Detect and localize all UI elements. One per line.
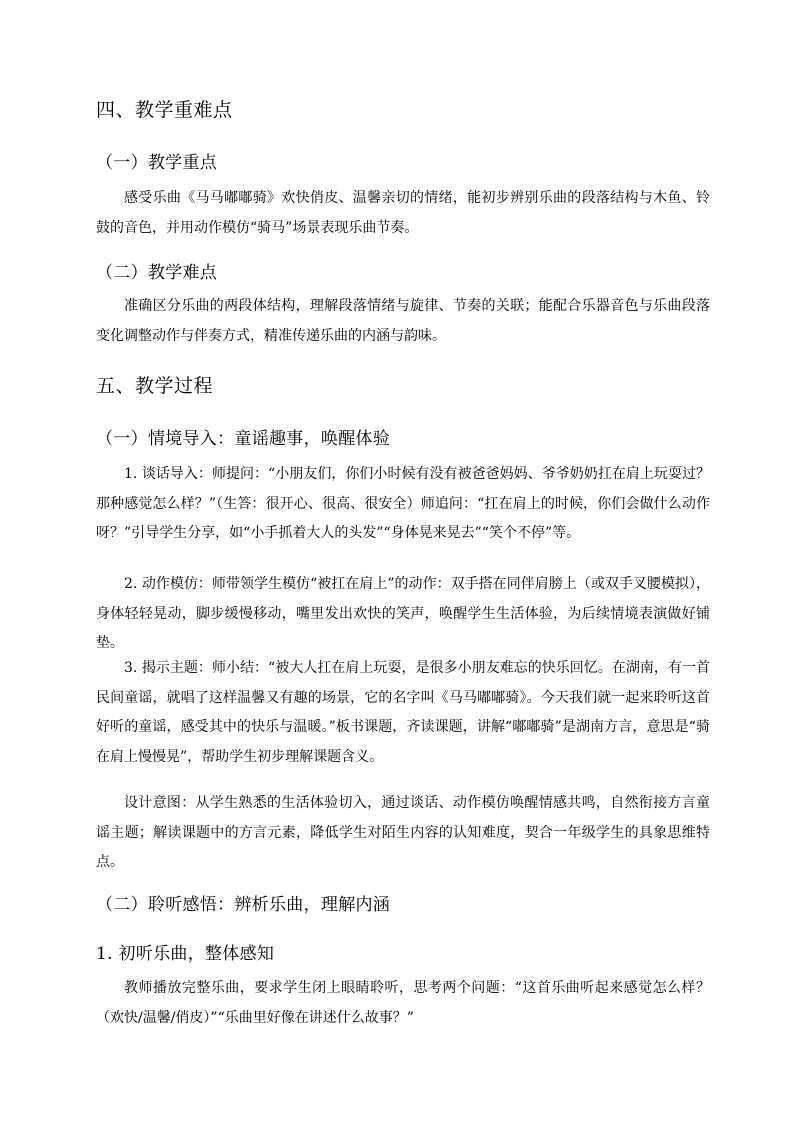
process-item-3: 3. 揭示主题：师小结：“被大人扛在肩上玩耍，是很多小朋友难忘的快乐回忆。在湖南，有一首民间童谣，就唱了这样温馨又有趣的场景，它的名字叫《马马嘟嘟骑》。今天我们就一起来聆听这首好听的童谣，感受其中的快乐与温暖。”板书课题，齐读课题，讲解“嘟嘟骑”是湖南方言，意思是“骑在肩上慢慢晃”，帮助学生初步理解课题含义。 (96, 660, 710, 765)
section-5-heading: 五、教学过程 (96, 375, 214, 397)
process-item-2: 2. 动作模仿：师带领学生模仿“被扛在肩上”的动作：双手搭在同伴肩膀上（或双手叉腰模拟），身体轻轻晃动，脚步缓慢移动，嘴里发出欢快的笑声，唤醒学生生活体验，为后续情境表演做好铺垫。 (96, 576, 710, 651)
step-1-body: 教师播放完整乐曲，要求学生闭上眼睛聆听，思考两个问题：“这首乐曲听起来感觉怎么样？（欢快/温馨/俏皮）”“乐曲里好像在讲述什么故事？” (96, 980, 710, 1026)
section-4-sub2-heading: （二）教学难点 (96, 263, 218, 283)
section-4-heading: 四、教学重难点 (96, 99, 233, 121)
design-intent: 设计意图：从学生熟悉的生活体验切入，通过谈话、动作模仿唤醒情感共鸣，自然衔接方言童谣主题；解读课题中的方言元素，降低学生对陌生内容的认知难度，契合一年级学生的具象思维特点。 (96, 795, 710, 870)
process-item-1: 1. 谈话导入：师提问：“小朋友们，你们小时候有没有被爸爸妈妈、爷爷奶奶扛在肩上玩耍过？那种感觉怎么样？”（生答：很开心、很高、很安全）师追问：“扛在肩上的时候，你们会做什么动作呀？”引导学生分享，如“小手抓着大人的头发”“身体晃来晃去”“笑个不停”等。 (96, 466, 710, 541)
section-4-sub1-body: 感受乐曲《马马嘟嘟骑》欢快俏皮、温馨亲切的情绪，能初步辨别乐曲的段落结构与木鱼、铃鼓的音色，并用动作模仿“骑马”场景表现乐曲节奏。 (96, 190, 710, 236)
section-5-sub1-heading: （一）情境导入：童谣趣事，唤醒体验 (96, 429, 391, 449)
section-4-sub1-heading: （一）教学重点 (96, 153, 218, 173)
section-5-sub2-heading: （二）聆听感悟：辨析乐曲，理解内涵 (96, 895, 391, 915)
section-4-sub2-body: 准确区分乐曲的两段体结构，理解段落情绪与旋律、节奏的关联；能配合乐器音色与乐曲段落变化调整动作与伴奏方式，精准传递乐曲的内涵与韵味。 (96, 298, 710, 344)
step-1-heading: 1. 初听乐曲，整体感知 (96, 944, 275, 964)
